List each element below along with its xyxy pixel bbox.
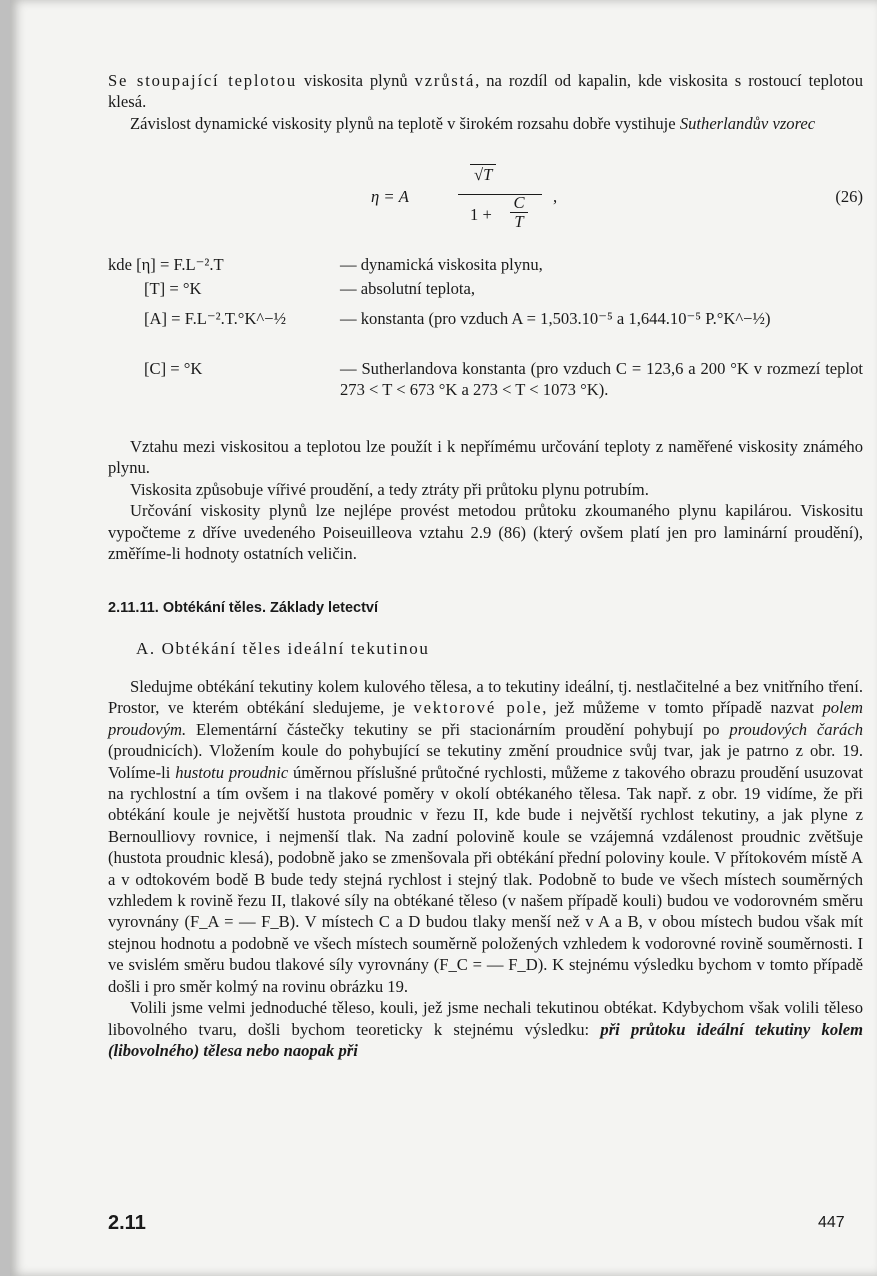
- denominator-one: 1 +: [470, 205, 492, 224]
- definition-row: [108, 278, 863, 302]
- t-symbol: T: [514, 212, 524, 231]
- formula-fraction: [458, 164, 548, 244]
- definition-text: — konstanta (pro vzduch A = 1,503.10⁻⁵ a 1,644.10⁻⁵ P.°K^−½): [340, 309, 771, 328]
- intro-block: [108, 70, 863, 400]
- paragraph: [108, 676, 863, 997]
- bold-italic-statement: při průtoku ideální tekutiny kolem (libovolného) tělesa nebo naopak při: [108, 1019, 864, 1060]
- text-run: Sledujme obtékání tekutiny kolem kulového tělesa, a to tekutiny ideální, tj. nestlačitelné a bez vnitřního tření. Prostor, ve kterém obtékání sledujeme, je: [108, 677, 863, 718]
- main-block: [108, 676, 863, 1061]
- formula-numerator: [470, 164, 496, 185]
- definition-unit: [T] = °K: [144, 279, 202, 298]
- italic-term: polem proudovým.: [108, 698, 863, 739]
- definition-unit: [A] = F.L⁻².T.°K^−½: [144, 309, 287, 328]
- italic-term: Sutherlandův vzorec: [679, 113, 816, 133]
- spaced-text: vzrůstá: [414, 71, 476, 90]
- definition-unit: kde [η] = F.L⁻².T: [108, 255, 224, 274]
- text-run: , na rozdíl od kapalin, kde viskosita s rostoucí teplotou klesá.: [108, 71, 863, 112]
- text-run: (proudnicích). Vložením koule do pohybující se tekutiny změní proudnice svůj tvar, jak je patrno z obr. 19. Volíme-li: [108, 741, 863, 782]
- formula-lhs: η = A: [371, 187, 409, 206]
- paragraph: [108, 997, 863, 1061]
- subsection-heading: A. Obtékání těles ideální tekutinou: [136, 639, 430, 658]
- equation-number: (26): [835, 187, 863, 206]
- spaced-text: Se stoupající teplotou: [108, 71, 297, 90]
- sutherland-formula: [108, 164, 863, 244]
- text-run: viskosita plynů: [296, 71, 415, 90]
- paragraph: Viskosita způsobuje vířivé proudění, a tedy ztráty při průtoku plynu potrubím.: [130, 479, 649, 499]
- intro-paragraph-1: [108, 70, 863, 113]
- intro-paragraph-2: [108, 113, 863, 134]
- text-run: úměrnou příslušné průtočné rychlosti, můžeme z takového obrazu proudění usuzovat na rychlostní a tím ovšem i na tlakové poměry v okolí obtékaného tělesa. Tak např. z obr. 19 vidíme, že při obtékání koule je největší hustota proudnic v řezu II, kde bude i největší rychlost tekutiny, a jak plyne z Bernoulliovy rovnice, i nejmenší tlak. Na zadní polovině koule se vzájemná vzdálenost proudnic zvětšuje (hustota proudnic klesá), podobně jako se zmenšovala při obtékání přední poloviny koule. V přítokovém místě A a v odtokovém bodě B bude tedy stejná rychlost i stejný tlak. Podobně to bude ve všech místech souměrných vzhledem k rovině řezu II, tlakové síly na obtékané těleso (v našem případě kouli) budou ve vodorovném směru vyrovnány (F_A = — F_B). V místech C a D budou tlaky menší než v A a B, v obou místech budou však mít stejnou hodnotu a podobně ve všech místech souměrně položených vzhledem k vodorovné rovině souměrnosti. I ve svislém směru budou tlakové síly vyrovnány (F_C = — F_D). K stejnému výsledku bychom v tomto případě došli i pro směr kolmý na rovinu obrázku 19.: [108, 762, 863, 996]
- paragraph: Vztahu mezi viskositou a teplotou lze použít i k nepřímému určování teploty z naměřené viskosity známého plynu.: [108, 437, 863, 478]
- italic-term: proudových čarách: [729, 719, 863, 739]
- definition-text: — dynamická viskosita plynu,: [340, 255, 543, 274]
- text-run: Volili jsme velmi jednoduché těleso, kouli, jež jsme nechali tekutinou obtékat. Kdybychom však volili těleso libovolného tvaru, došli bychom teoreticky k stejnému výsledku:: [108, 998, 863, 1039]
- definition-text: — Sutherlandova konstanta (pro vzduch C = 123,6 a 200 °K v rozmezí teplot 273 < T < 673 °K a 273 < T < 1073 °K).: [340, 359, 863, 400]
- page-number: 447: [818, 1214, 845, 1231]
- c-over-t: [508, 194, 530, 231]
- formula-comma: ,: [553, 187, 558, 206]
- body-block: [108, 436, 863, 564]
- text-run: Elementární částečky tekutiny se při stacionárním proudění pohybují po: [186, 719, 730, 739]
- text-run: Závislost dynamické viskosity plynů na teplotě v širokém rozsahu dobře vystihuje: [130, 113, 680, 133]
- definition-row: [108, 254, 863, 278]
- definition-unit: [C] = °K: [144, 359, 203, 378]
- spaced-term: vektorové pole: [413, 698, 543, 718]
- section-heading: 2.11.11. Obtékání těles. Základy letectví: [108, 600, 379, 616]
- book-page: [10, 0, 877, 1276]
- c-symbol: C: [513, 193, 525, 212]
- section-number: 2.11: [108, 1212, 146, 1234]
- definitions-list: [108, 254, 863, 428]
- paragraph: Určování viskosity plynů lze nejlépe provést metodou průtoku zkoumaného plynu kapilárou. Viskositu vypočteme z dříve uvedeného Poiseuilleova vztahu 2.9 (86) (který ovšem platí jen pro laminární proudění), změříme-li hodnoty ostatních veličin.: [108, 501, 863, 564]
- formula-denominator: [470, 193, 525, 231]
- sqrt-t: √T: [470, 164, 496, 184]
- definition-row: [108, 358, 863, 428]
- italic-term: hustotu proudnic: [175, 762, 289, 782]
- definition-row: [108, 308, 863, 358]
- definition-text: — absolutní teplota,: [340, 279, 476, 298]
- text-run: , jež můžeme v tomto případě nazvat: [542, 698, 823, 718]
